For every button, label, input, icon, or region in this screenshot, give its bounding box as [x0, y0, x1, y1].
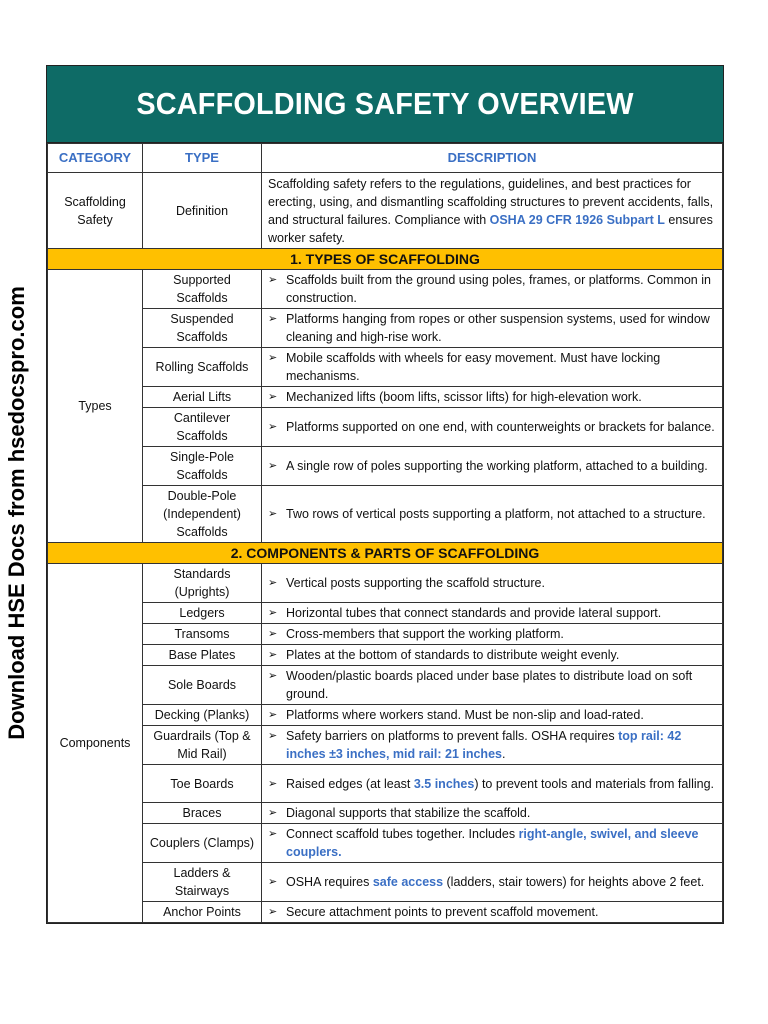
arrow-bullet-icon: ➢ — [268, 508, 278, 520]
description-cell: ➢ Plates at the bottom of standards to distribute weight evenly. — [262, 645, 723, 666]
arrow-bullet-icon: ➢ — [268, 313, 278, 325]
arrow-bullet-icon: ➢ — [268, 352, 278, 364]
description-cell: ➢ Diagonal supports that stabilize the scaffold. — [262, 803, 723, 824]
table-row — [48, 387, 723, 408]
type-cell: Standards (Uprights) — [143, 564, 262, 603]
definition-description: Scaffolding safety refers to the regulations, guidelines, and best practices for erecting, using, and dismantling scaffolding structures to prevent accidents, falls, and structural failures. Compliance with OSHA 29 CFR 1926 Subpart L ensures worker safety. — [262, 173, 723, 249]
highlight-text: 3.5 inches — [413, 776, 475, 791]
arrow-bullet-icon: ➢ — [268, 777, 278, 790]
table-row — [48, 824, 723, 863]
type-cell: Guardrails (Top & Mid Rail) — [143, 726, 262, 765]
section-2-title: 2. COMPONENTS & PARTS OF SCAFFOLDING — [48, 543, 723, 564]
arrow-bullet-icon: ➢ — [268, 421, 278, 433]
description-cell: ➢ Safety barriers on platforms to prevent falls. OSHA requires top rail: 42 inches ±3 inches, mid rail: 21 inches. — [262, 726, 723, 765]
arrow-bullet-icon: ➢ — [268, 649, 278, 661]
table-row — [48, 705, 723, 726]
definition-type: Definition — [143, 173, 262, 249]
table-row — [48, 902, 723, 923]
type-cell: Ledgers — [143, 603, 262, 624]
description-cell: ➢ Connect scaffold tubes together. Includes right-angle, swivel, and sleeve couplers. — [262, 824, 723, 863]
arrow-bullet-icon: ➢ — [268, 906, 278, 918]
description-cell: ➢ Platforms where workers stand. Must be non-slip and load-rated. — [262, 705, 723, 726]
table-row — [48, 447, 723, 486]
highlight-text: right-angle, swivel, and sleeve couplers. — [286, 827, 699, 859]
definition-category: Scaffolding Safety — [48, 173, 143, 249]
type-cell: Rolling Scaffolds — [143, 348, 262, 387]
table-row — [48, 726, 723, 765]
type-cell: Double-Pole (Independent) Scaffolds — [143, 486, 262, 543]
table-row — [48, 645, 723, 666]
table-row — [48, 765, 723, 803]
table-row — [48, 270, 723, 309]
section-1-title: 1. TYPES OF SCAFFOLDING — [48, 249, 723, 270]
table-row — [48, 666, 723, 705]
type-cell: Braces — [143, 803, 262, 824]
description-cell: ➢ Mobile scaffolds with wheels for easy movement. Must have locking mechanisms. — [262, 348, 723, 387]
type-cell: Cantilever Scaffolds — [143, 408, 262, 447]
arrow-bullet-icon: ➢ — [268, 577, 278, 589]
table-row — [48, 408, 723, 447]
description-cell: ➢ Wooden/plastic boards placed under base plates to distribute load on soft ground. — [262, 666, 723, 705]
description-cell: ➢ A single row of poles supporting the working platform, attached to a building. — [262, 447, 723, 486]
arrow-bullet-icon: ➢ — [268, 730, 278, 742]
header-category: CATEGORY — [48, 144, 143, 173]
type-cell: Supported Scaffolds — [143, 270, 262, 309]
description-cell: ➢ Two rows of vertical posts supporting a platform, not attached to a structure. — [262, 486, 723, 543]
overview-table — [47, 143, 723, 923]
type-cell: Aerial Lifts — [143, 387, 262, 408]
arrow-bullet-icon: ➢ — [268, 876, 278, 888]
description-cell: ➢ Cross-members that support the working platform. — [262, 624, 723, 645]
table-row — [48, 624, 723, 645]
description-cell: ➢ Raised edges (at least 3.5 inches) to prevent tools and materials from falling. — [262, 765, 723, 803]
table-row — [48, 863, 723, 902]
description-cell: ➢ Mechanized lifts (boom lifts, scissor lifts) for high-elevation work. — [262, 387, 723, 408]
description-cell: ➢ Vertical posts supporting the scaffold structure. — [262, 564, 723, 603]
arrow-bullet-icon: ➢ — [268, 391, 278, 403]
arrow-bullet-icon: ➢ — [268, 628, 278, 640]
sidebar-watermark — [0, 245, 34, 780]
osha-reference: OSHA 29 CFR 1926 Subpart L — [489, 212, 665, 227]
type-cell: Anchor Points — [143, 902, 262, 923]
section-2-body — [48, 564, 723, 923]
description-cell: ➢ Platforms supported on one end, with counterweights or brackets for balance. — [262, 408, 723, 447]
table-row — [48, 486, 723, 543]
type-cell: Couplers (Clamps) — [143, 824, 262, 863]
type-cell: Base Plates — [143, 645, 262, 666]
description-cell: ➢ Scaffolds built from the ground using poles, frames, or platforms. Common in construction. — [262, 270, 723, 309]
type-cell: Toe Boards — [143, 765, 262, 803]
type-cell: Decking (Planks) — [143, 705, 262, 726]
description-cell: ➢ Platforms hanging from ropes or other suspension systems, used for window cleaning and high-rise work. — [262, 309, 723, 348]
type-cell: Transoms — [143, 624, 262, 645]
type-cell: Single-Pole Scaffolds — [143, 447, 262, 486]
highlight-text: top rail: 42 inches ±3 inches, mid rail: 21 inches — [286, 729, 682, 761]
highlight-text: safe access — [372, 875, 444, 889]
table-row — [48, 564, 723, 603]
page-title: SCAFFOLDING SAFETY OVERVIEW — [71, 66, 700, 142]
type-cell: Sole Boards — [143, 666, 262, 705]
type-cell: Suspended Scaffolds — [143, 309, 262, 348]
description-cell: ➢ OSHA requires safe access (ladders, stair towers) for heights above 2 feet. — [262, 863, 723, 902]
type-cell: Ladders & Stairways — [143, 863, 262, 902]
arrow-bullet-icon: ➢ — [268, 709, 278, 721]
arrow-bullet-icon: ➢ — [268, 828, 278, 840]
title-banner — [47, 66, 723, 143]
table-row — [48, 309, 723, 348]
table-row — [48, 348, 723, 387]
header-row — [48, 144, 723, 173]
description-cell: ➢ Horizontal tubes that connect standards and provide lateral support. — [262, 603, 723, 624]
sidebar-watermark-text: Download HSE Docs from hsedocspro.com — [4, 285, 30, 740]
arrow-bullet-icon: ➢ — [268, 274, 278, 286]
table-row — [48, 603, 723, 624]
arrow-bullet-icon: ➢ — [268, 670, 278, 682]
category-cell: Types — [48, 270, 143, 543]
section-1-header — [48, 249, 723, 270]
arrow-bullet-icon: ➢ — [268, 607, 278, 619]
table-row — [48, 803, 723, 824]
description-cell: ➢ Secure attachment points to prevent scaffold movement. — [262, 902, 723, 923]
header-description: DESCRIPTION — [262, 144, 723, 173]
document-table — [46, 65, 724, 924]
section-2-header — [48, 543, 723, 564]
category-cell: Components — [48, 564, 143, 923]
arrow-bullet-icon: ➢ — [268, 807, 278, 819]
arrow-bullet-icon: ➢ — [268, 460, 278, 472]
definition-row — [48, 173, 723, 249]
section-1-body — [48, 270, 723, 543]
header-type: TYPE — [143, 144, 262, 173]
